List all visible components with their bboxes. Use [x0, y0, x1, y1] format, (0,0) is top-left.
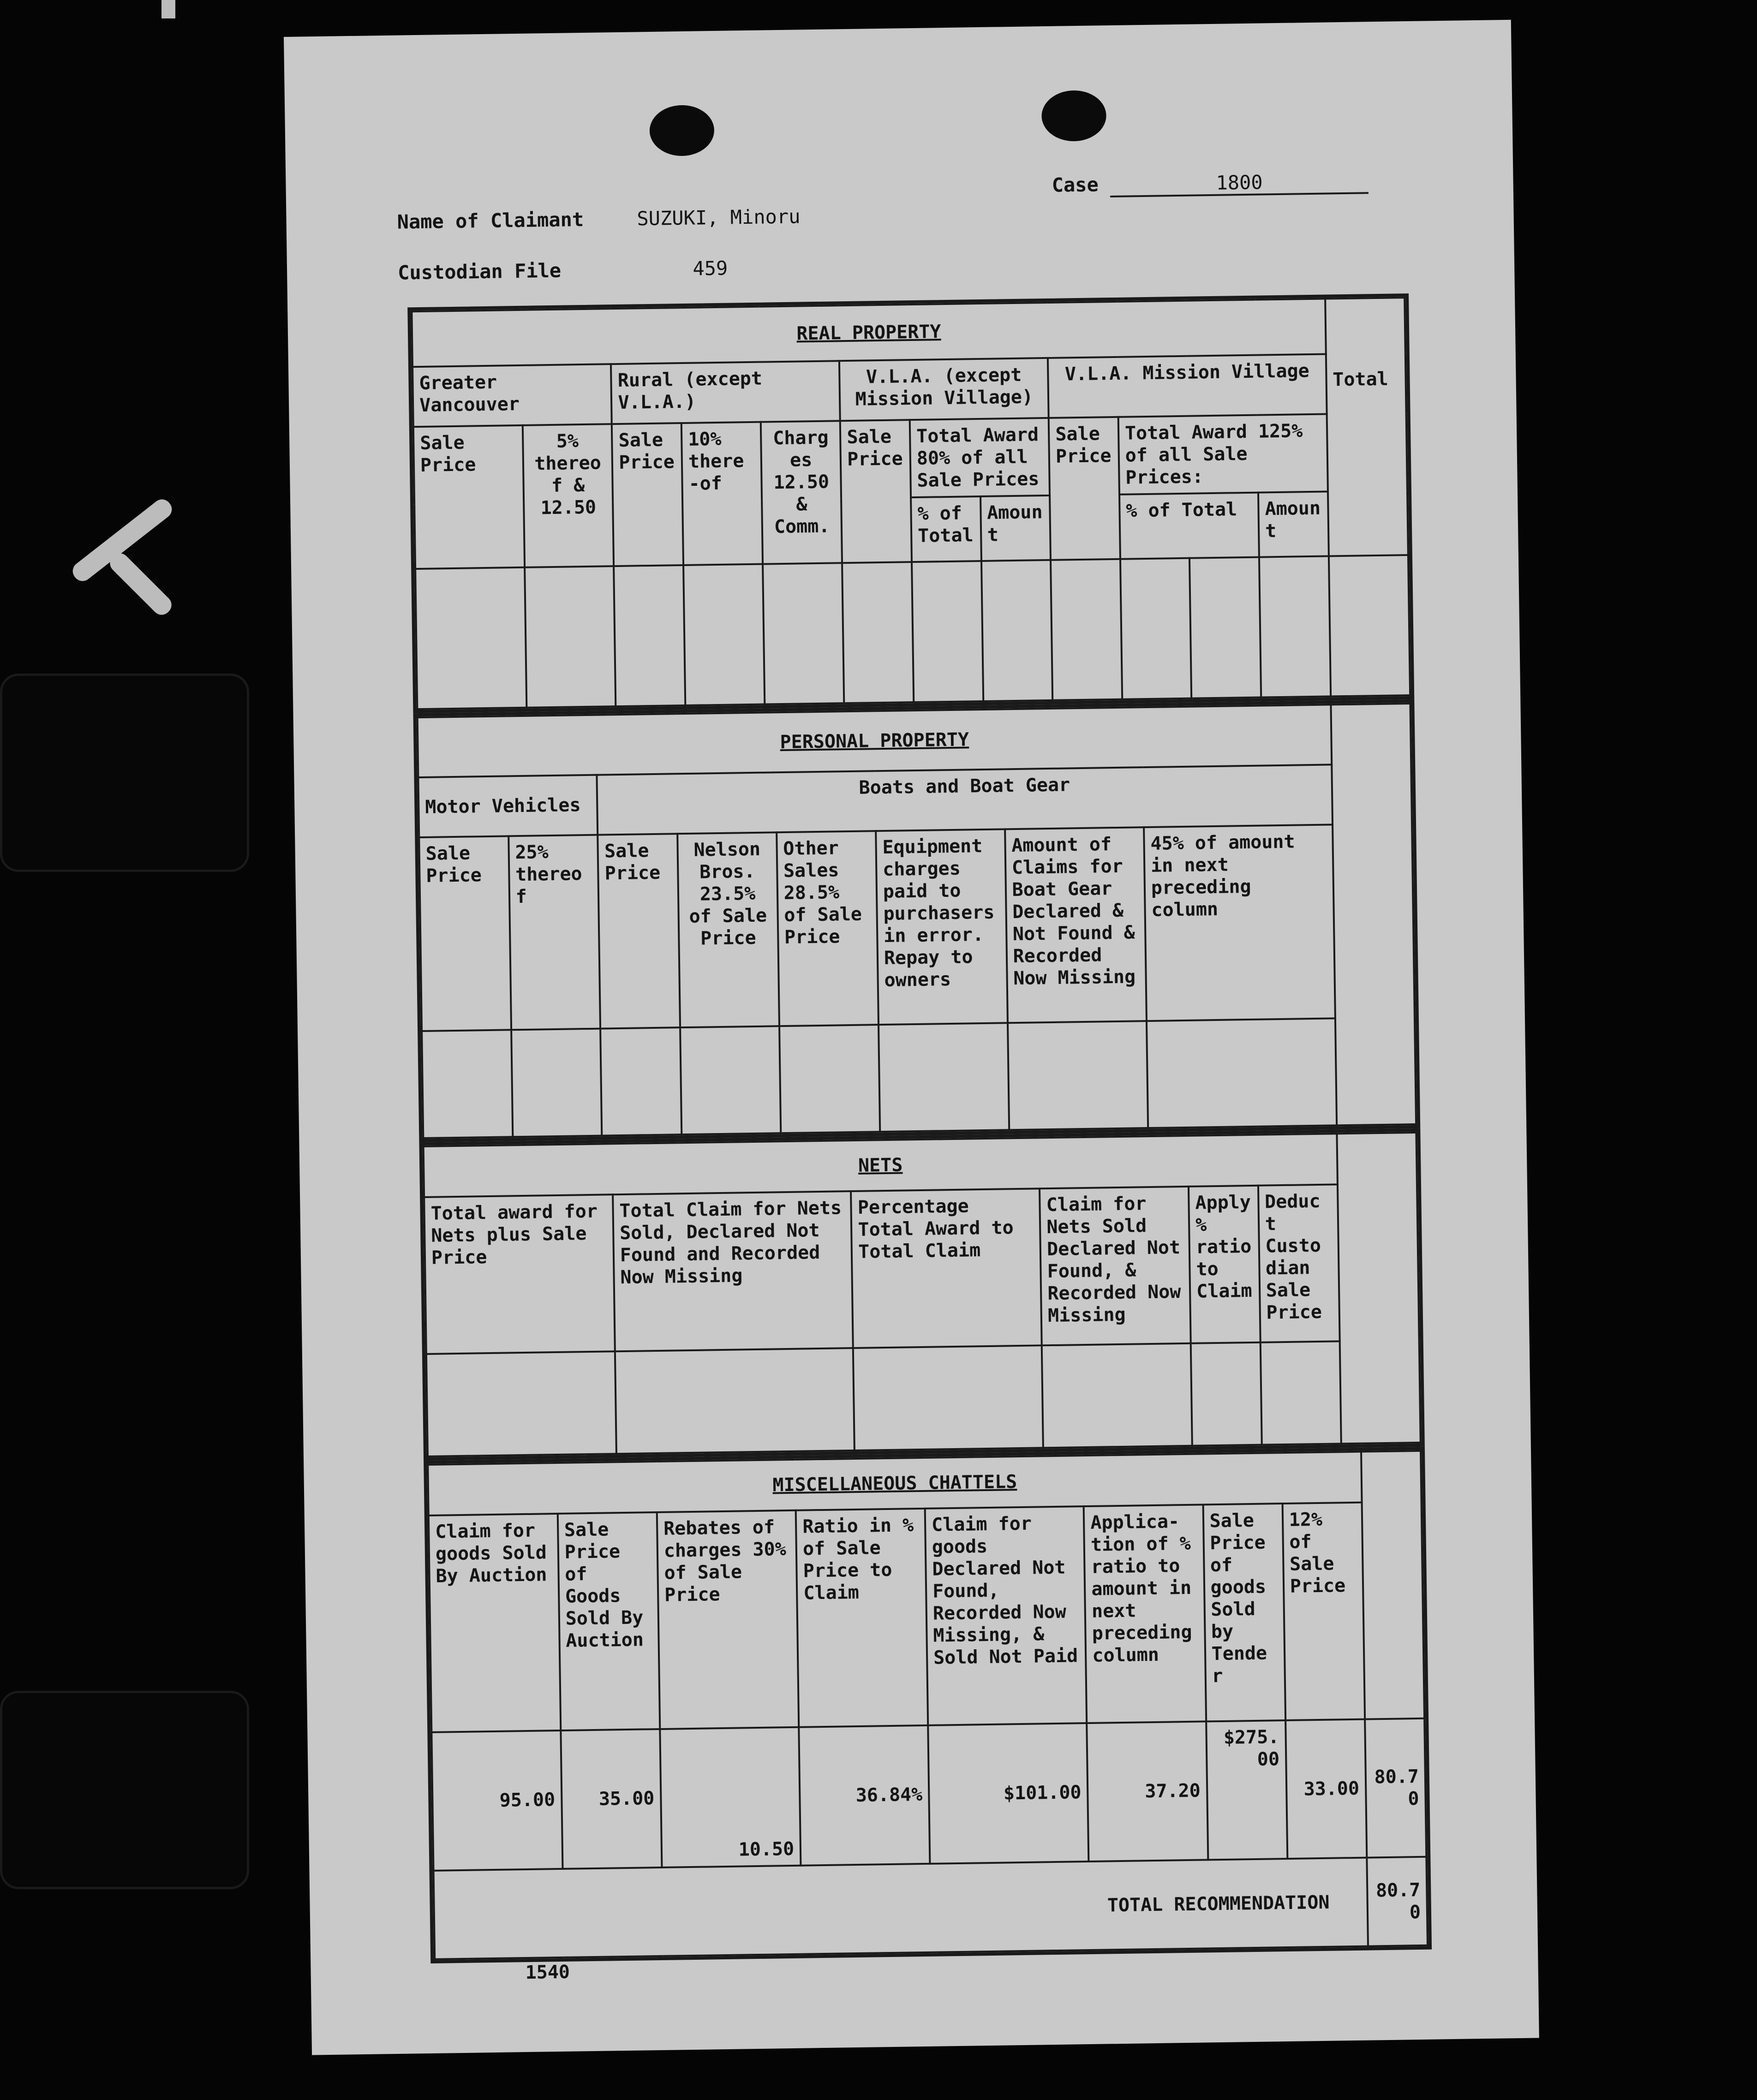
real-property-cell: [525, 566, 616, 708]
rural-10pct-header: 10% there-of: [681, 422, 763, 565]
misc-claim-auction-header: Claim for goods Sold By Auction: [429, 1514, 561, 1732]
personal-property-cell: [779, 1025, 880, 1133]
personal-property-cell: [422, 1030, 513, 1138]
personal-property-cell: [1008, 1021, 1148, 1130]
film-edge-mark-top: [161, 0, 175, 18]
real-property-cell: [415, 567, 526, 709]
personal-property-cell: [1147, 1018, 1337, 1128]
nets-section: [419, 1128, 1424, 1461]
equipment-charges-header: Equipment charges paid to purchasers in error. Repay to owners: [876, 829, 1008, 1025]
misc-value-total: 80.70: [1365, 1718, 1426, 1858]
punch-hole-left: [649, 105, 715, 156]
misc-sale-tender-header: Sale Price of goods Sold by Tender: [1203, 1503, 1285, 1721]
personal-property-cell: [511, 1029, 602, 1137]
case-value: 1800: [1216, 171, 1263, 194]
page-number: 1540: [525, 1961, 570, 1984]
misc-rebates-header: Rebates of charges 30% of Sale Price: [657, 1510, 799, 1729]
nets-deduct-custodian-header: Deduct Custodian Sale Price: [1258, 1184, 1340, 1342]
real-property-cell: [683, 564, 765, 705]
vla-pct-total-header: % of Total: [911, 496, 981, 562]
nets-cell: [853, 1345, 1043, 1450]
misc-value-rebates: 10.50: [660, 1727, 801, 1867]
total-recommendation-label: TOTAL RECOMMENDATION: [434, 1858, 1368, 1959]
vla-sale-price-header: Sale Price: [840, 420, 912, 563]
personal-property-cell: [878, 1023, 1009, 1132]
vla-header: V.L.A. (except Mission Village): [839, 358, 1049, 421]
custodian-file-value: 459: [693, 257, 728, 280]
personal-property-cell: [600, 1027, 681, 1135]
boat-gear-claims-header: Amount of Claims for Boat Gear Declared & Not Found & Recorded Now Missing: [1005, 827, 1147, 1023]
custodian-file-row: [398, 257, 728, 284]
custodian-file-label: Custodian File: [397, 259, 562, 284]
personal-property-cell: [680, 1026, 781, 1134]
gv-5pct-header: 5% thereof & 12.50: [523, 424, 614, 567]
personal-property-total-cell: [1331, 704, 1416, 1125]
misc-claim-declared-header: Claim for goods Declared Not Found, Recorded Now Missing, & Sold Not Paid: [925, 1506, 1087, 1725]
nets-cell: [426, 1351, 616, 1456]
claimant-row: [397, 205, 800, 233]
real-property-cell: [981, 560, 1053, 701]
mv-sale-price-header: Sale Price: [1049, 417, 1120, 560]
mv-sale-price-header: Sale Price: [419, 836, 511, 1031]
nelson-bros-header: Nelson Bros. 23.5% of Sale Price: [677, 832, 779, 1027]
motor-vehicles-header: Motor Vehicles: [418, 775, 598, 837]
film-sprocket-tab-2: [0, 1691, 249, 1889]
misc-value-12pct: 33.00: [1285, 1719, 1367, 1859]
gv-sale-price-header: Sale Price: [413, 425, 525, 569]
nets-total-cell: [1337, 1133, 1421, 1444]
case-label: Case: [1052, 173, 1099, 197]
nets-total-award-header: Total award for Nets plus Sale Price: [424, 1194, 615, 1354]
real-property-title: REAL PROPERTY: [412, 299, 1326, 367]
misc-application-header: Applica-tion of % ratio to amount in next preceding column: [1084, 1504, 1206, 1723]
nets-cell: [1042, 1343, 1192, 1448]
real-property-section: [407, 293, 1414, 713]
nets-percentage-header: Percentage Total Award to Total Claim: [851, 1188, 1042, 1348]
greater-vancouver-header: Greater Vancouver: [412, 364, 612, 427]
misc-sale-price-auction-header: Sale Price of Goods Sold By Auction: [558, 1512, 660, 1730]
misc-total-header: [1361, 1451, 1424, 1719]
real-property-total-header: Total: [1325, 298, 1408, 556]
vla-amount-header: Amount: [980, 495, 1051, 561]
real-property-total-cell: [1329, 555, 1410, 696]
misc-value-claim-declared: $101.00: [928, 1723, 1088, 1864]
real-property-cell: [1051, 559, 1122, 700]
film-sprocket-tab-1: [0, 674, 249, 872]
real-property-cell: [1259, 556, 1331, 697]
nets-cell: [1260, 1341, 1341, 1444]
claim-form-page: [284, 20, 1539, 2055]
nets-total-claim-header: Total Claim for Nets Sold, Declared Not Found and Recorded Now Missing: [613, 1191, 853, 1351]
misc-value-sale-auction: 35.00: [561, 1729, 662, 1869]
claimant-label: Name of Claimant: [397, 208, 584, 233]
misc-value-application: 37.20: [1087, 1721, 1207, 1861]
case-row: [1052, 169, 1369, 198]
vla-mission-village-header: V.L.A. Mission Village: [1048, 354, 1327, 418]
mv-pct-total-header: % of Total: [1119, 493, 1259, 559]
rural-charges-header: Charges 12.50 & Comm.: [761, 421, 842, 564]
misc-chattels-title: MISCELLANEOUS CHATTELS: [428, 1452, 1362, 1515]
vla-total-award-header: Total Award 80% of all Sale Prices: [910, 418, 1050, 497]
boat-45pct-header: 45% of amount in next preceding column: [1144, 824, 1335, 1021]
punch-hole-right: [1041, 90, 1107, 142]
film-edge-mark-arrow-b: [106, 549, 175, 619]
misc-chattels-section: [424, 1447, 1432, 1963]
real-property-cell: [912, 561, 983, 702]
real-property-cell: [1189, 557, 1261, 698]
nets-cell: [1191, 1342, 1262, 1446]
rural-sale-price-header: Sale Price: [612, 423, 683, 566]
mv-amount-header: Amount: [1258, 492, 1329, 557]
real-property-cell: [763, 563, 844, 704]
mv-total-award-header: Total Award 125% of all Sale Prices:: [1118, 414, 1328, 495]
misc-value-claim-auction: 95.00: [431, 1730, 562, 1871]
misc-12pct-header: 12% of Sale Price: [1282, 1503, 1365, 1720]
personal-property-title: PERSONAL PROPERTY: [418, 704, 1332, 777]
nets-apply-ratio-header: Apply % ratio to Claim: [1189, 1186, 1260, 1343]
boat-sale-price-header: Sale Price: [598, 834, 680, 1028]
personal-property-section: [413, 699, 1420, 1142]
boats-and-boat-gear-header: Boats and Boat Gear: [597, 764, 1333, 835]
real-property-cell: [842, 562, 914, 703]
nets-title: NETS: [424, 1134, 1338, 1197]
rural-header: Rural (except V.L.A.): [611, 361, 840, 424]
misc-ratio-header: Ratio in % of Sale Price to Claim: [796, 1509, 928, 1727]
claimant-value: SUZUKI, Minoru: [637, 205, 801, 230]
nets-claim-sold-header: Claim for Nets Sold Declared Not Found, & Recorded Now Missing: [1040, 1187, 1191, 1345]
total-recommendation-value: 80.70: [1367, 1857, 1428, 1946]
nets-cell: [615, 1348, 855, 1454]
misc-value-ratio: 36.84%: [799, 1725, 930, 1866]
real-property-cell: [614, 565, 685, 706]
mv-25pct-header: 25% thereof: [508, 835, 601, 1030]
other-sales-header: Other Sales 28.5% of Sale Price: [777, 831, 878, 1026]
misc-value-sale-tender: $275.00: [1206, 1720, 1287, 1860]
real-property-cell: [1120, 558, 1192, 699]
